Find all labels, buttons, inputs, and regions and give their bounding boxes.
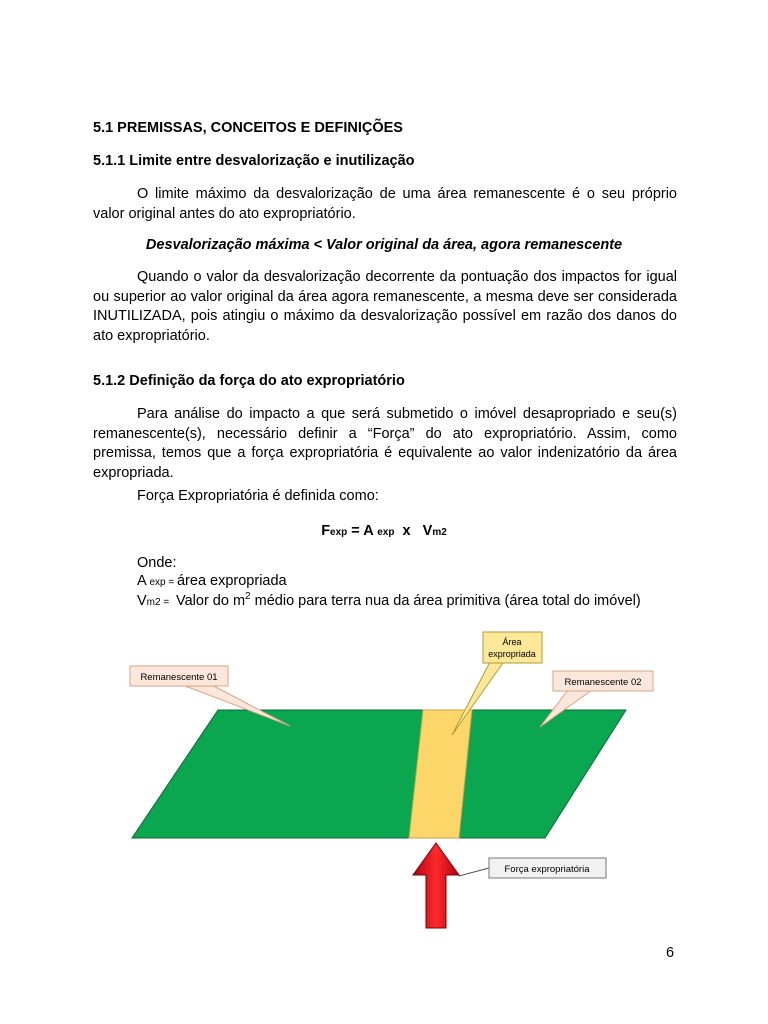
callout-text-area-line2: expropriada — [488, 649, 536, 659]
callout-text-rem1: Remanescente 01 — [140, 672, 218, 683]
formula-eq: = A — [347, 523, 378, 539]
page-number: 6 — [666, 945, 675, 961]
paragraph-forca — [93, 405, 677, 483]
paragraph-inutilizada-text: Quando o valor da desvalorização decorrente da pontuação dos impactos for igual ou superior ao valor original da área agora remanescente, a mesma deve ser considerada INUTILIZADA, pois atingiu o máximo da desvalorização possível em razão dos danos do ato expropriatório. — [93, 269, 677, 344]
formula-f: F — [321, 523, 331, 539]
callout-text-rem2: Remanescente 02 — [564, 677, 642, 688]
paragraph-limite — [93, 185, 677, 224]
callout-line-forca — [459, 868, 489, 876]
definition-v — [137, 591, 641, 609]
section-heading-5-1-2: 5.1.2 Definição da força do ato expropriatório — [93, 373, 405, 389]
definition-v-sub: m2 = — [146, 596, 172, 608]
formula-v-sub: m2 — [432, 527, 447, 538]
expropriation-diagram — [0, 620, 768, 940]
paragraph-limite-text: O limite máximo da desvalorização de uma área remanescente é o seu próprio valor original antes do ato expropriatório. — [93, 186, 677, 222]
section-heading-5-1-1: 5.1.1 Limite entre desvalorização e inutilização — [93, 153, 415, 169]
paragraph-forca-text: Para análise do impacto a que será submetido o imóvel desapropriado e seu(s) remanescente(s), necessário definir a “Força” do ato expropriatório. Assim, como premissa, temos que a força expropriatória é equivalente ao valor indenizatório da área expropriada. — [93, 406, 677, 481]
emphasis-inequality: Desvalorização máxima < Valor original da área, agora remanescente — [145, 237, 623, 253]
formula-f-sub: exp — [330, 527, 348, 538]
paragraph-definicao: Força Expropriatória é definida como: — [137, 488, 379, 504]
formula-x: x V — [394, 523, 433, 539]
paragraph-inutilizada — [93, 268, 677, 346]
formula-a-sub: exp — [377, 527, 395, 538]
callout-text-forca: Força expropriatória — [504, 864, 590, 875]
land-parallelogram — [132, 710, 626, 838]
definition-a — [137, 573, 287, 589]
definition-v-text2: médio para terra nua da área primitiva (área total do imóvel) — [250, 592, 641, 609]
force-arrow — [413, 843, 459, 928]
definition-v-sup: 2 — [245, 591, 251, 602]
definition-a-symbol: A — [137, 573, 147, 589]
definition-a-sub: exp = — [146, 577, 177, 588]
definition-a-text: área expropriada — [176, 573, 287, 589]
onde-label: Onde: — [137, 555, 177, 571]
callout-text-area-line1: Área — [502, 637, 522, 647]
definition-v-text1: Valor do m — [171, 592, 246, 609]
section-heading-5-1: 5.1 PREMISSAS, CONCEITOS E DEFINIÇÕES — [93, 120, 403, 136]
formula — [0, 523, 768, 539]
definition-v-symbol: V — [137, 592, 147, 609]
